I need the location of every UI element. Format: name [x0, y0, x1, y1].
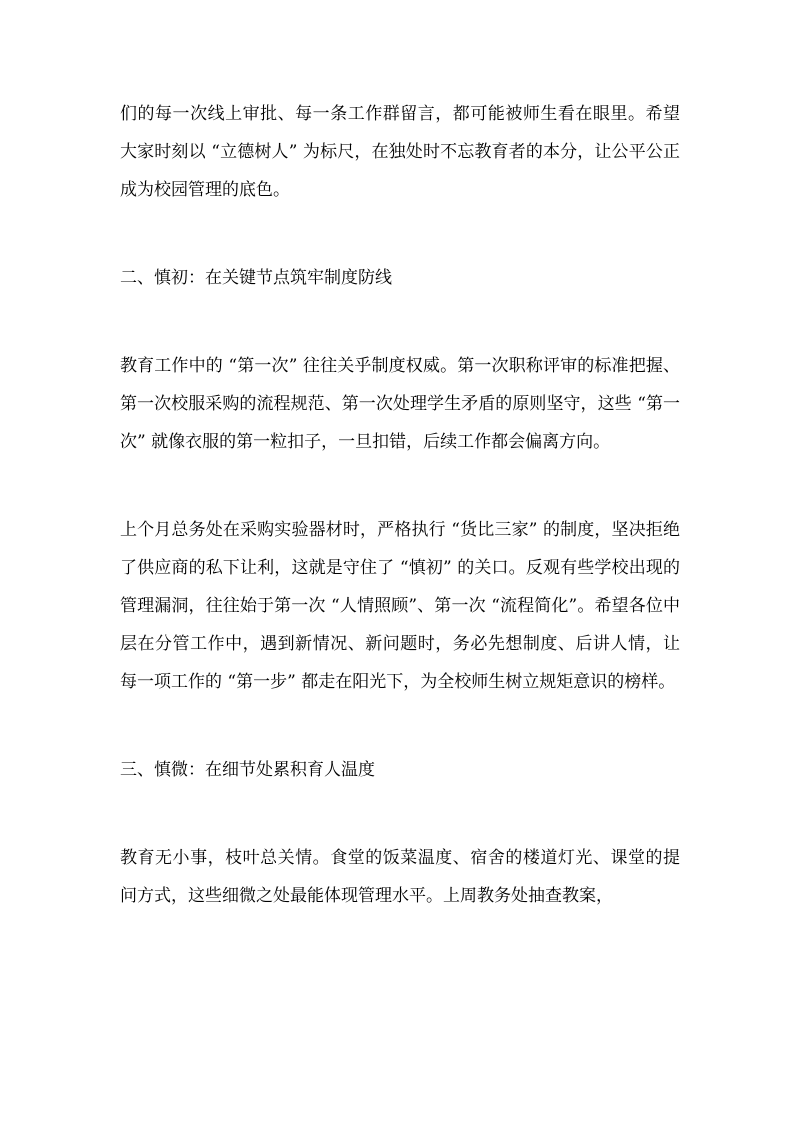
- paragraph-spacer: [120, 701, 680, 751]
- paragraph-first-time: 教育工作中的 “第一次” 往往关乎制度权威。第一次职称评审的标准把握、第一次校服采购的流程规范、第一次处理学生矛盾的原则坚守，这些 “第一次” 就像衣服的第一粒扣子，一旦扣错，后续工作都会偏离方向。: [120, 356, 680, 452]
- paragraph-details: 教育无小事，枝叶总关情。食堂的饭菜温度、宿舍的楼道灯光、课堂的提问方式，这些细微之处最能体现管理水平。上周教务处抽查教案，: [120, 848, 680, 906]
- paragraph-procurement: 上个月总务处在采购实验器材时，严格执行 “货比三家” 的制度，坚决拒绝了供应商的私下让利，这就是守住了 “慎初” 的关口。反观有些学校出现的管理漏洞，往往始于第一次 “人情照顾”、第一次 “流程简化”。希望各位中层在分管工作中，遇到新情况、新问题时，务必先想制度、后讲人情，让每一项工作的 “第一步” 都走在阳光下，为全校师生树立规矩意识的榜样。: [120, 520, 680, 692]
- section-heading-3: 三、慎微：在细节处累积育人温度: [120, 760, 375, 780]
- paragraph-spacer: [120, 461, 680, 511]
- paragraph-spacer: [120, 789, 680, 839]
- paragraph-continuation: 们的每一次线上审批、每一条工作群留言，都可能被师生看在眼里。希望大家时刻以 “立德树人” 为标尺，在独处时不忘教育者的本分，让公平公正成为校园管理的底色。: [120, 104, 680, 200]
- document-body: [120, 95, 680, 915]
- paragraph-spacer: [120, 209, 680, 259]
- section-heading-2: 二、慎初：在关键节点筑牢制度防线: [120, 268, 392, 288]
- paragraph-spacer: [120, 297, 680, 347]
